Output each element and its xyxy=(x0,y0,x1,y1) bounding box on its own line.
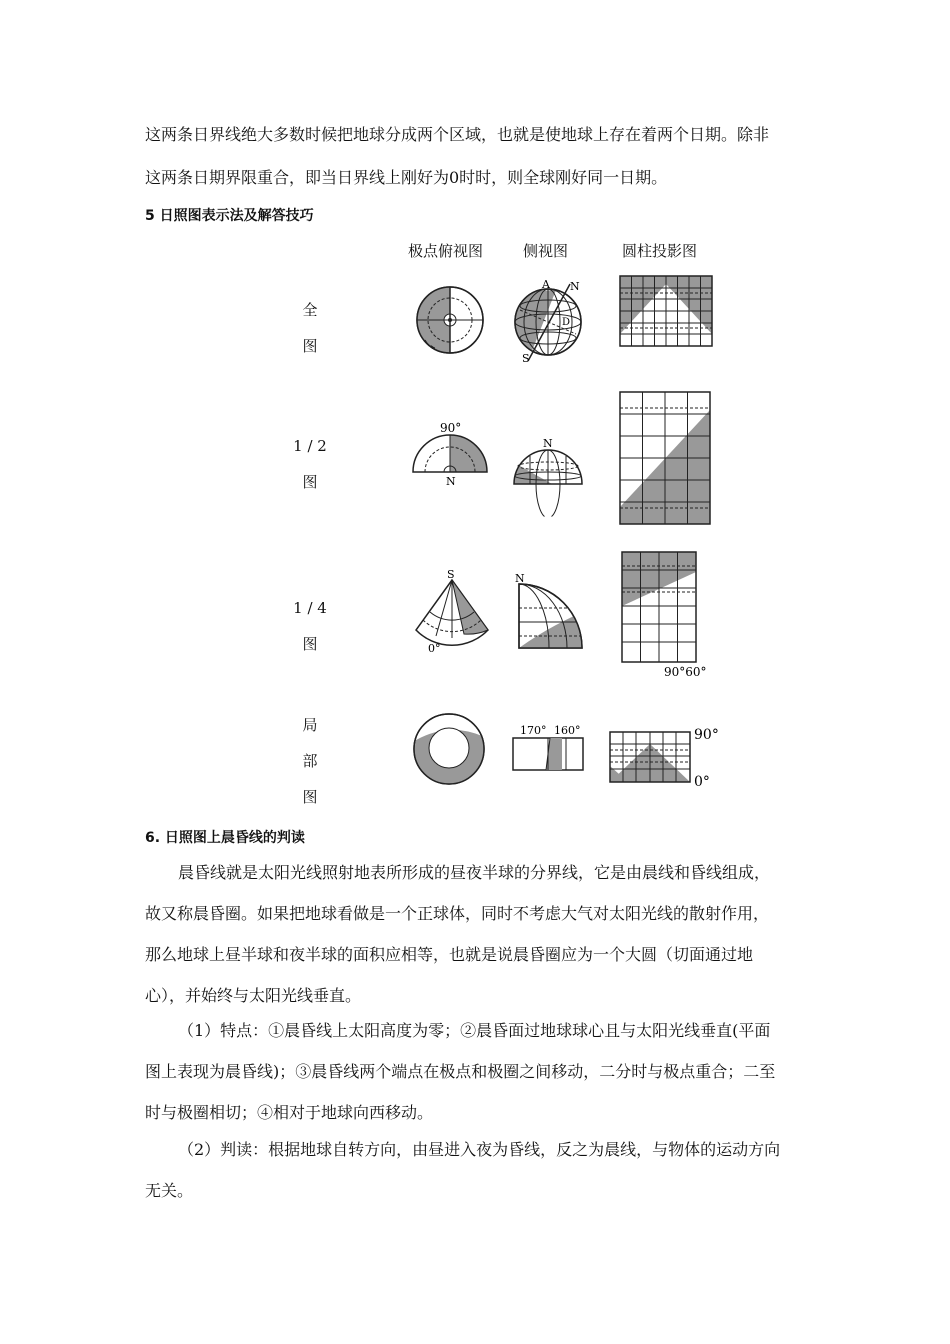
partial-side-label-170: 170° xyxy=(520,724,547,737)
full-side-label-N: N xyxy=(570,280,580,293)
col-header-polar: 极点俯视图 xyxy=(408,242,484,260)
row-label-full: 全 图 xyxy=(302,301,318,355)
half-polar-label-90: 90° xyxy=(440,421,462,435)
intro-line-2: 这两条日期界限重合，即当日界线上刚好为0时时，则全球刚好同一日期。 xyxy=(145,168,668,187)
full-side-label-D: D xyxy=(562,317,571,328)
partial-polar-figure xyxy=(412,712,486,786)
full-side-label-A: A xyxy=(542,278,550,291)
para2-line-1: （1）特点：①晨昏线上太阳高度为零；②晨昏面过地球球心且与太阳光线垂直(平面 xyxy=(178,1021,771,1040)
full-side-figure xyxy=(512,278,592,366)
section6-heading: 6. 日照图上晨昏线的判读 xyxy=(145,830,305,846)
half-cylinder-figure xyxy=(620,392,712,525)
row-label-half: 1 / 2 图 xyxy=(293,437,327,491)
col-header-side: 侧视图 xyxy=(523,242,569,260)
quarter-cylinder-figure xyxy=(620,550,710,680)
half-side-label-N: N xyxy=(543,437,553,450)
quarter-polar-label-S: S xyxy=(447,568,455,581)
section5-heading: 5 日照图表示法及解答技巧 xyxy=(145,208,314,224)
half-side-figure xyxy=(512,434,584,486)
intro-line-1: 这两条日界线绝大多数时候把地球分成两个区域，也就是使地球上存在着两个日期。除非 xyxy=(145,125,770,144)
row-label-quarter: 1 / 4 图 xyxy=(293,599,327,653)
full-cylinder-figure xyxy=(620,276,713,348)
para1-line-2: 故又称晨昏圈。如果把地球看做是一个正球体，同时不考虑大气对太阳光线的散射作用， xyxy=(145,904,770,923)
col-header-cylinder: 圆柱投影图 xyxy=(622,242,698,260)
para3-line-2: 无关。 xyxy=(145,1181,194,1200)
para2-line-3: 时与极圈相切；④相对于地球向西移动。 xyxy=(145,1103,434,1122)
half-polar-label-N: N xyxy=(446,475,456,488)
para1-line-3: 那么地球上昼半球和夜半球的面积应相等，也就是说晨昏圈应为一个大圆（切面通过地 xyxy=(145,945,754,964)
row-label-partial: 局 部 图 xyxy=(302,716,318,806)
quarter-side-label-N: N xyxy=(515,572,525,585)
full-polar-figure xyxy=(415,285,485,355)
partial-side-label-160: 160° xyxy=(554,724,581,737)
para3-line-1: （2）判读：根据地球自转方向，由昼进入夜为昏线，反之为晨线，与物体的运动方向 xyxy=(178,1140,781,1159)
quarter-polar-label-0: 0° xyxy=(428,642,441,655)
para1-line-4: 心），并始终与太阳光线垂直。 xyxy=(145,986,362,1005)
half-polar-figure xyxy=(412,420,494,488)
para2-line-2: 图上表现为晨昏线)；③晨昏线两个端点在极点和极圈之间移动，二分时与极点重合；二至 xyxy=(145,1062,776,1081)
quarter-cylinder-label: 90°60° xyxy=(664,665,707,679)
para1-line-1: 晨昏线就是太阳光线照射地表所形成的昼夜半球的分界线，它是由晨线和昏线组成， xyxy=(178,863,771,882)
partial-cylinder-figure xyxy=(608,722,726,792)
partial-side-figure xyxy=(510,722,590,774)
quarter-side-figure xyxy=(514,572,584,652)
quarter-polar-figure xyxy=(412,568,492,658)
full-side-label-S: S xyxy=(522,352,530,365)
partial-cylinder-label-0: 0° xyxy=(694,774,710,790)
partial-cylinder-label-90: 90° xyxy=(694,727,719,743)
